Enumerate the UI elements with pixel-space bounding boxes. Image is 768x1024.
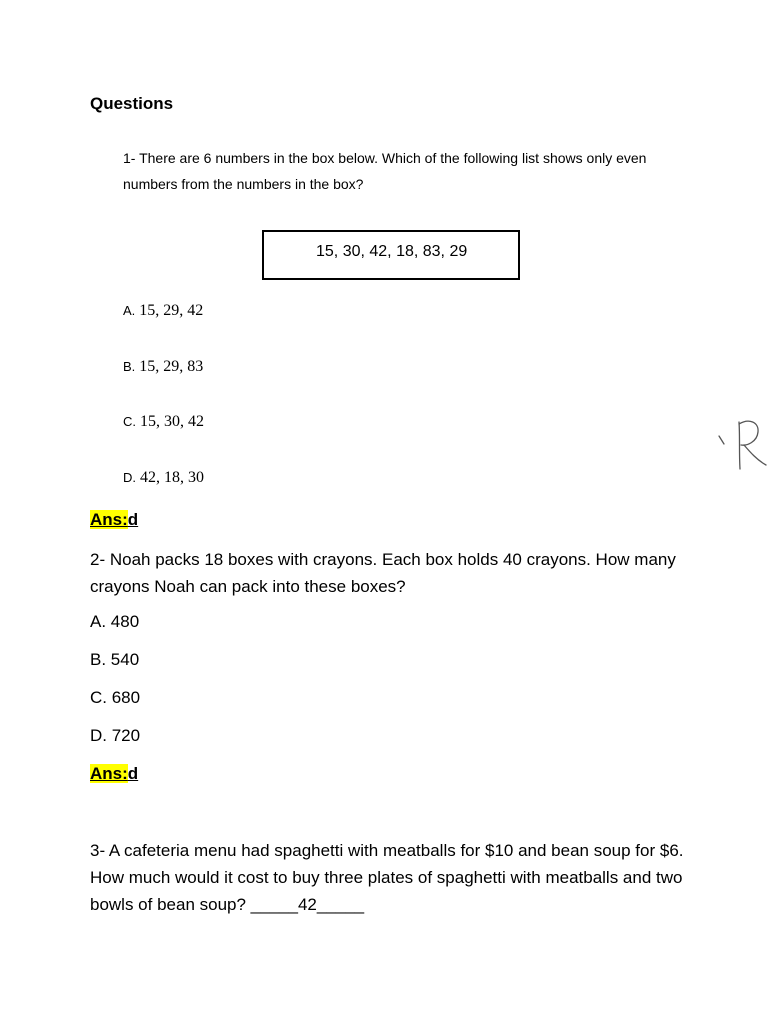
question-2-answer xyxy=(90,764,138,784)
number-box xyxy=(262,230,520,280)
question-2-option-a: A. 480 xyxy=(90,612,140,631)
answer-letter: d xyxy=(127,510,139,529)
option-letter: A. xyxy=(123,303,136,318)
question-2-text: 2- Noah packs 18 boxes with crayons. Each box holds 40 crayons. How many crayons Noah can pack into these boxes? xyxy=(90,550,676,596)
option-letter: D. xyxy=(123,470,136,485)
option-value: 15, 29, 42 xyxy=(139,302,204,319)
question-1-answer xyxy=(90,510,138,530)
option-letter: C. xyxy=(123,414,136,429)
question-1-text: 1- There are 6 numbers in the box below. Which of the following list shows only even numbers from the numbers in the box? xyxy=(123,150,647,192)
question-1-option-d xyxy=(123,469,204,487)
answer-highlight: Ans: xyxy=(90,510,128,529)
number-box-values: 15, 30, 42, 18, 83, 29 xyxy=(316,243,468,260)
option-value: 15, 30, 42 xyxy=(140,413,204,430)
question-2-option-c: C. 680 xyxy=(90,688,141,707)
handwritten-mark-icon xyxy=(715,414,768,474)
answer-letter: d xyxy=(127,764,139,783)
question-2-option-b: B. 540 xyxy=(90,650,140,669)
question-1-option-c xyxy=(123,413,204,431)
question-3-text: 3- A cafeteria menu had spaghetti with meatballs for $10 and bean soup for $6. How much would it cost to buy three plates of spaghetti with meatballs and two bowls of bean soup? _____42_____ xyxy=(90,841,684,914)
option-letter: B. xyxy=(123,359,136,374)
answer-highlight: Ans: xyxy=(90,764,128,783)
option-value: 42, 18, 30 xyxy=(140,469,204,486)
page-heading: Questions xyxy=(90,94,174,113)
question-2-option-d: D. 720 xyxy=(90,726,141,745)
question-1-option-a xyxy=(123,302,203,320)
option-value: 15, 29, 83 xyxy=(139,358,204,375)
question-1-option-b xyxy=(123,358,203,376)
